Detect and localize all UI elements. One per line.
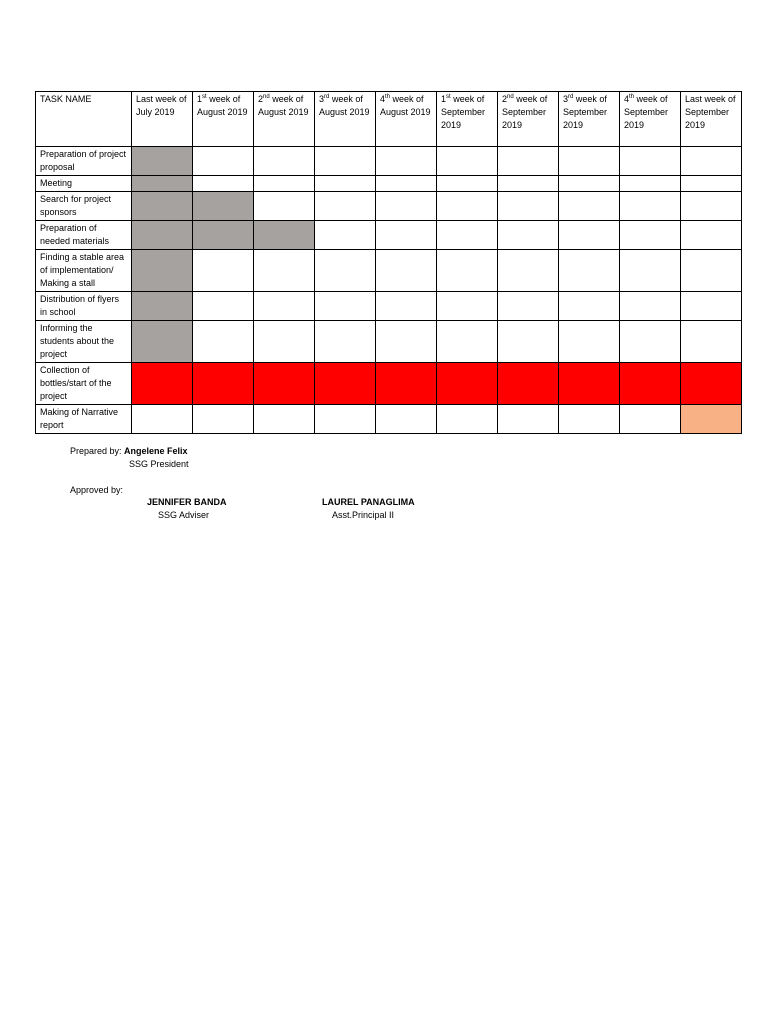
schedule-cell: [681, 250, 742, 292]
week-ordinal-suffix: nd: [507, 94, 514, 100]
schedule-cell-red: [132, 363, 193, 405]
schedule-cell: [315, 221, 376, 250]
schedule-cell: [498, 176, 559, 192]
schedule-cell: [681, 321, 742, 363]
week-header-2: [193, 92, 254, 147]
schedule-cell: [559, 192, 620, 221]
schedule-cell: [193, 321, 254, 363]
week-header-text: week of September 2019: [441, 94, 486, 130]
task-name-cell: Preparation of project proposal: [36, 147, 132, 176]
week-header-3: [254, 92, 315, 147]
prepared-by-label: Prepared by:: [70, 446, 125, 456]
week-header-text: 4: [380, 94, 386, 104]
schedule-cell: [315, 176, 376, 192]
schedule-cell: [437, 292, 498, 321]
schedule-cell: [376, 176, 437, 192]
schedule-cell-gray: [193, 221, 254, 250]
week-header-1: [132, 92, 193, 147]
week-ordinal-suffix: nd: [263, 94, 270, 100]
schedule-cell: [620, 176, 681, 192]
task-row: [36, 192, 742, 221]
schedule-cell: [681, 292, 742, 321]
schedule-cell: [498, 405, 559, 434]
schedule-cell-red: [620, 363, 681, 405]
week-header-text: Last week of September 2019: [685, 94, 736, 130]
week-header-9: [620, 92, 681, 147]
schedule-cell: [437, 405, 498, 434]
schedule-cell: [681, 221, 742, 250]
week-header-text: 2: [258, 94, 264, 104]
week-ordinal-suffix: st: [202, 94, 207, 100]
schedule-cell: [620, 321, 681, 363]
schedule-cell: [498, 147, 559, 176]
schedule-cell: [498, 250, 559, 292]
task-name-cell: Search for project sponsors: [36, 192, 132, 221]
approved-by-label: Approved by:: [70, 485, 124, 495]
schedule-cell: [254, 176, 315, 192]
week-header-text: 4: [624, 94, 630, 104]
schedule-cell: [437, 192, 498, 221]
schedule-cell-red: [498, 363, 559, 405]
schedule-cell: [376, 250, 437, 292]
week-header-text: 1: [197, 94, 203, 104]
week-header-text: 2: [502, 94, 508, 104]
schedule-cell: [193, 405, 254, 434]
schedule-cell: [681, 176, 742, 192]
schedule-cell: [376, 292, 437, 321]
schedule-cell: [620, 221, 681, 250]
schedule-cell: [437, 250, 498, 292]
schedule-cell-peach: [681, 405, 742, 434]
week-header-text: week of September 2019: [502, 94, 548, 130]
week-header-10: [681, 92, 742, 147]
schedule-cell: [559, 147, 620, 176]
schedule-cell-gray: [254, 221, 315, 250]
week-header-text: week of August 2019: [380, 94, 431, 117]
task-row: [36, 321, 742, 363]
task-row: [36, 147, 742, 176]
week-header-5: [376, 92, 437, 147]
gantt-table: [35, 91, 742, 434]
schedule-cell-red: [254, 363, 315, 405]
prepared-by-line: [70, 445, 188, 457]
schedule-cell: [559, 250, 620, 292]
schedule-cell: [498, 192, 559, 221]
week-header-text: 3: [319, 94, 325, 104]
task-name-cell: Meeting: [36, 176, 132, 192]
schedule-cell: [376, 192, 437, 221]
task-name-cell: Finding a stable area of implementation/ Making a stall: [36, 250, 132, 292]
schedule-cell: [559, 221, 620, 250]
task-name-cell: Distribution of flyers in school: [36, 292, 132, 321]
week-header-text: 1: [441, 94, 447, 104]
schedule-cell: [498, 292, 559, 321]
schedule-cell: [559, 176, 620, 192]
schedule-cell: [376, 321, 437, 363]
week-ordinal-suffix: rd: [568, 94, 574, 100]
schedule-cell: [315, 192, 376, 221]
schedule-cell: [559, 292, 620, 321]
schedule-cell: [132, 405, 193, 434]
approver-2-name: LAUREL PANAGLIMA: [322, 497, 415, 507]
schedule-cell: [193, 250, 254, 292]
schedule-cell: [437, 176, 498, 192]
schedule-cell: [559, 405, 620, 434]
schedule-cell: [681, 192, 742, 221]
week-ordinal-suffix: rd: [324, 94, 330, 100]
schedule-cell-gray: [132, 292, 193, 321]
task-row: [36, 176, 742, 192]
schedule-cell: [254, 250, 315, 292]
prepared-by-name: Angelene Felix: [124, 446, 188, 456]
schedule-cell-red: [193, 363, 254, 405]
week-header-text: Last week of July 2019: [136, 94, 187, 117]
week-header-6: [437, 92, 498, 147]
schedule-cell: [376, 221, 437, 250]
schedule-cell-red: [681, 363, 742, 405]
task-name-cell: Collection of bottles/start of the project: [36, 363, 132, 405]
schedule-cell: [315, 250, 376, 292]
schedule-cell: [315, 292, 376, 321]
week-ordinal-suffix: th: [385, 94, 391, 100]
schedule-cell: [498, 321, 559, 363]
task-name-cell: Making of Narrative report: [36, 405, 132, 434]
schedule-cell: [254, 192, 315, 221]
week-ordinal-suffix: st: [446, 94, 451, 100]
schedule-cell-red: [376, 363, 437, 405]
schedule-cell: [681, 147, 742, 176]
schedule-cell: [254, 147, 315, 176]
task-row: [36, 221, 742, 250]
week-header-text: week of August 2019: [319, 94, 370, 117]
week-header-4: [315, 92, 376, 147]
schedule-cell: [620, 292, 681, 321]
schedule-cell: [437, 321, 498, 363]
schedule-cell-gray: [193, 192, 254, 221]
task-row: [36, 363, 742, 405]
task-row: [36, 292, 742, 321]
schedule-cell-gray: [132, 192, 193, 221]
header-row: [36, 92, 742, 147]
schedule-cell: [376, 147, 437, 176]
week-header-8: [559, 92, 620, 147]
schedule-cell-gray: [132, 176, 193, 192]
task-row: [36, 250, 742, 292]
schedule-cell: [437, 221, 498, 250]
gantt-body: [36, 147, 742, 434]
task-row: [36, 405, 742, 434]
prepared-by-title: SSG President: [129, 459, 189, 469]
schedule-cell-red: [559, 363, 620, 405]
schedule-cell: [254, 292, 315, 321]
approver-2-title: Asst.Principal II: [332, 510, 395, 520]
schedule-cell: [193, 176, 254, 192]
schedule-cell: [620, 192, 681, 221]
schedule-cell: [193, 147, 254, 176]
task-name-header: TASK NAME: [36, 92, 132, 147]
schedule-cell-gray: [132, 147, 193, 176]
approver-1-title: SSG Adviser: [158, 510, 210, 520]
week-header-7: [498, 92, 559, 147]
schedule-cell-red: [437, 363, 498, 405]
week-header-text: week of August 2019: [258, 94, 309, 117]
schedule-cell-gray: [132, 321, 193, 363]
schedule-cell: [254, 321, 315, 363]
schedule-cell: [315, 405, 376, 434]
schedule-cell-gray: [132, 221, 193, 250]
week-ordinal-suffix: th: [629, 94, 635, 100]
schedule-cell: [437, 147, 498, 176]
task-name-cell: Preparation of needed materials: [36, 221, 132, 250]
week-header-text: week of September 2019: [563, 94, 608, 130]
approver-1-name: JENNIFER BANDA: [147, 497, 227, 507]
week-header-text: week of September 2019: [624, 94, 669, 130]
schedule-cell: [376, 405, 437, 434]
schedule-cell-red: [315, 363, 376, 405]
week-header-text: week of August 2019: [197, 94, 248, 117]
task-name-cell: Informing the students about the project: [36, 321, 132, 363]
schedule-cell: [254, 405, 315, 434]
schedule-cell: [620, 147, 681, 176]
schedule-cell-gray: [132, 250, 193, 292]
schedule-cell: [315, 147, 376, 176]
schedule-cell: [620, 405, 681, 434]
schedule-cell: [193, 292, 254, 321]
schedule-cell: [559, 321, 620, 363]
week-header-text: 3: [563, 94, 569, 104]
schedule-cell: [315, 321, 376, 363]
schedule-cell: [620, 250, 681, 292]
schedule-cell: [498, 221, 559, 250]
